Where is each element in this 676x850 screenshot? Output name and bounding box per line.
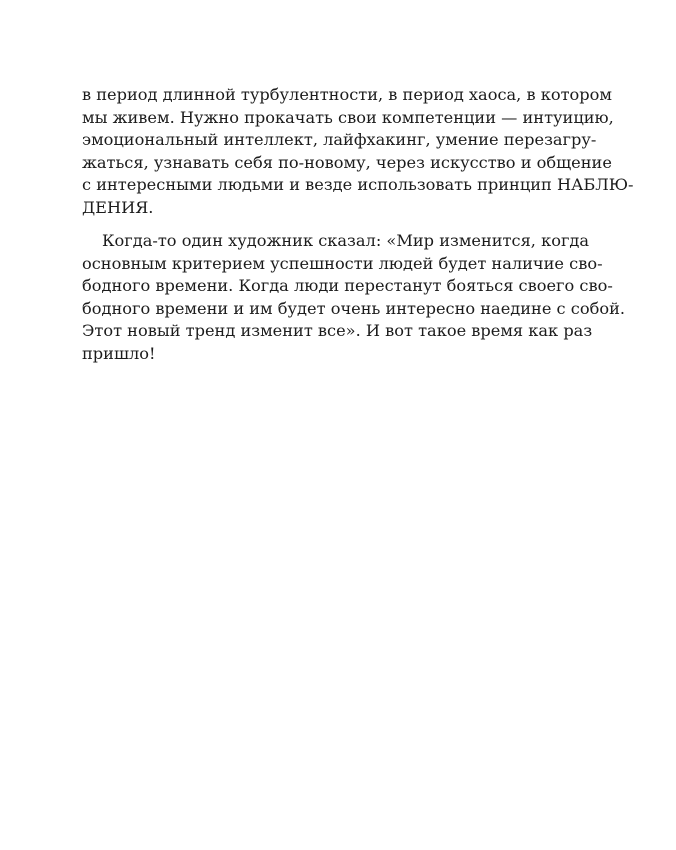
- text-line: пришло!: [82, 343, 156, 363]
- text-line: жаться, узнавать себя по-новому, через искусство и общение: [82, 152, 612, 172]
- text-line: Этот новый тренд изменит все». И вот такое время как раз: [82, 321, 593, 340]
- text-line: в период длинной турбулентности, в период хаоса, в котором: [82, 85, 612, 104]
- text-line: с интересными людьми и везде использовать принцип НАБЛЮ-: [82, 175, 634, 194]
- text-line: Когда-то один художник сказал: «Мир изменится, когда: [102, 231, 590, 250]
- text-line: эмоциональный интеллект, лайфхакинг, умение перезагру-: [82, 130, 597, 149]
- paragraph-2: [82, 230, 626, 365]
- text-line: мы живем. Нужно прокачать свои компетенции — интуицию,: [82, 107, 614, 127]
- paragraph-1: [82, 84, 634, 219]
- text-line: основным критерием успешности людей будет наличие сво-: [82, 253, 603, 273]
- body-text: [82, 84, 634, 365]
- text-line: бодного времени. Когда люди перестанут бояться своего сво-: [82, 276, 613, 295]
- text-line: бодного времени и им будет очень интересно наедине с собой.: [82, 298, 626, 318]
- text-line: ДЕНИЯ.: [82, 197, 154, 217]
